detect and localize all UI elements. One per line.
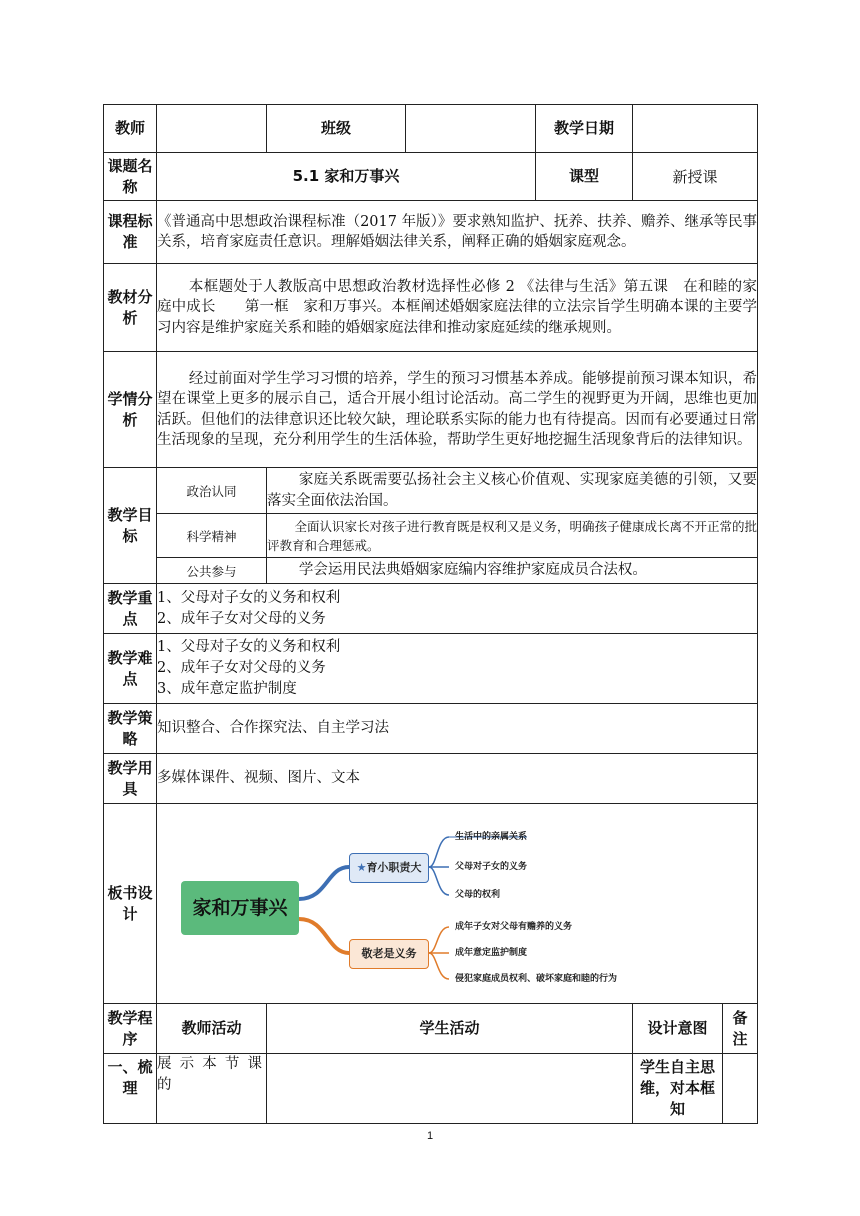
topic-label: 课题名称 [104,153,157,201]
strategy-text: 知识整合、合作探究法、自主学习法 [157,704,758,754]
topic-value: 5.1 家和万事兴 [157,153,536,201]
lesson-type-label: 课型 [536,153,633,201]
mind-map-leaf: 成年意定监护制度 [455,947,528,958]
class-label: 班级 [267,105,406,153]
students-label: 学情分析 [104,352,157,468]
strategy-row [104,704,758,754]
material-text: 本框题处于人教版高中思想政治教材选择性必修 2 《法律与生活》第五课 在和睦的家庭中成长 第一框 家和万事兴。本框阐述婚姻家庭法律的立法宗旨学生明确本课的主要学习内容是维护家庭关系和睦的婚姻家庭法律和推动家庭延续的继承规则。 [157,264,758,352]
teacher-label: 教师 [104,105,157,153]
mind-map-leaf: 侵犯家庭成员权利、破坏家庭和睦的行为 [455,973,618,984]
students-text: 经过前面对学生学习习惯的培养，学生的预习习惯基本养成。能够提前预习课本知识，希望在课堂上更多的展示自己，适合开展小组讨论活动。高二学生的视野更为开阔，思维也更加活跃。但他们的法律意识还比较欠缺，理论联系实际的能力也有待提高。因而有必要通过日常生活现象的呈现，充分利用学生的生活体验，帮助学生更好地挖掘生活现象背后的法律知识。 [157,352,758,468]
board-label: 板书设计 [104,804,157,1004]
goal-name: 科学精神 [157,514,267,558]
material-label: 教材分析 [104,264,157,352]
key-points-row [104,584,758,634]
procedure-label: 教学程序 [104,1004,157,1054]
mind-map-leaf: 成年子女对父母有赡养的义务 [455,921,573,932]
procedure-header-row [104,1004,758,1054]
date-value [633,105,758,153]
branch-title: 育小职责大 [366,860,422,874]
header-row [104,105,758,153]
date-label: 教学日期 [536,105,633,153]
topic-row [104,153,758,201]
lesson-type-value: 新授课 [633,153,758,201]
step-design-intent: 学生自主思维，对本框知 [633,1054,723,1124]
list-item: 1、父母对子女的义务和权利 [157,589,341,606]
list-item: 2、成年子女对父母的义务 [157,610,326,627]
board-cell [157,804,758,1004]
mind-map-branch: 敬老是义务 [349,939,429,969]
list-item: 3、成年意定监护制度 [157,681,297,697]
standard-label: 课程标准 [104,201,157,264]
leaf-connector [429,837,449,867]
mind-map-leaf: 父母对子女的义务 [455,861,528,872]
goal-text: 学会运用民法典婚姻家庭编内容维护家庭成员合法权。 [267,558,758,584]
leaf-connector [429,953,449,979]
goal-row [104,468,758,514]
goal-text: 全面认识家长对孩子进行教育既是权利又是义务，明确孩子健康成长离不开正常的批评教育和合理惩戒。 [267,514,758,558]
mind-map-branch [349,853,429,883]
tools-row [104,754,758,804]
teacher-value [157,105,267,153]
standard-text: 《普通高中思想政治课程标准（2017 年版）》要求熟知监护、抚养、扶养、赡养、继承等民事关系，培育家庭责任意识。理解婚姻法律关系，阐释正确的婚姻家庭观念。 [157,201,758,264]
key-points-label: 教学重点 [104,584,157,634]
difficult-points-label: 教学难点 [104,634,157,704]
goal-name: 公共参与 [157,558,267,584]
leaf-connector [429,927,449,953]
mind-map-leaf: 父母的权利 [455,889,501,900]
step-label: 一、梳理 [104,1054,157,1124]
student-activity-header: 学生活动 [267,1004,633,1054]
standard-row [104,201,758,264]
mind-map-main-node: 家和万事兴 [181,881,299,935]
goal-row [104,558,758,584]
class-value [406,105,536,153]
goals-label: 教学目标 [104,468,157,584]
goal-name: 政治认同 [157,468,267,514]
tools-label: 教学用具 [104,754,157,804]
design-intent-header: 设计意图 [633,1004,723,1054]
difficult-points-list [157,634,758,704]
branch-connector [299,919,349,953]
mind-map-leaf: 生活中的亲属关系 [455,831,528,842]
goal-text: 家庭关系既需要弘扬社会主义核心价值观、实现家庭美德的引领，又要落实全面依法治国。 [267,468,758,514]
branch-connector [299,867,349,899]
step-note [723,1054,758,1124]
step-teacher-activity: 展示本节课的 [157,1054,267,1124]
material-row [104,264,758,352]
page-number: 1 [426,1130,434,1142]
teacher-activity-header: 教师活动 [157,1004,267,1054]
star-icon: ★ [356,860,367,874]
mind-map [157,807,757,1001]
students-row [104,352,758,468]
strategy-label: 教学策略 [104,704,157,754]
goal-row [104,514,758,558]
board-row [104,804,758,1004]
leaf-connector [429,867,449,895]
list-item: 1、父母对子女的义务和权利 [157,639,341,655]
step-student-activity [267,1054,633,1124]
difficult-points-row [104,634,758,704]
procedure-step-row [104,1054,758,1124]
tools-text: 多媒体课件、视频、图片、文本 [157,754,758,804]
list-item: 2、成年子女对父母的义务 [157,660,326,676]
note-header: 备注 [723,1004,758,1054]
lesson-plan-table [103,104,758,1124]
key-points-list [157,584,758,634]
